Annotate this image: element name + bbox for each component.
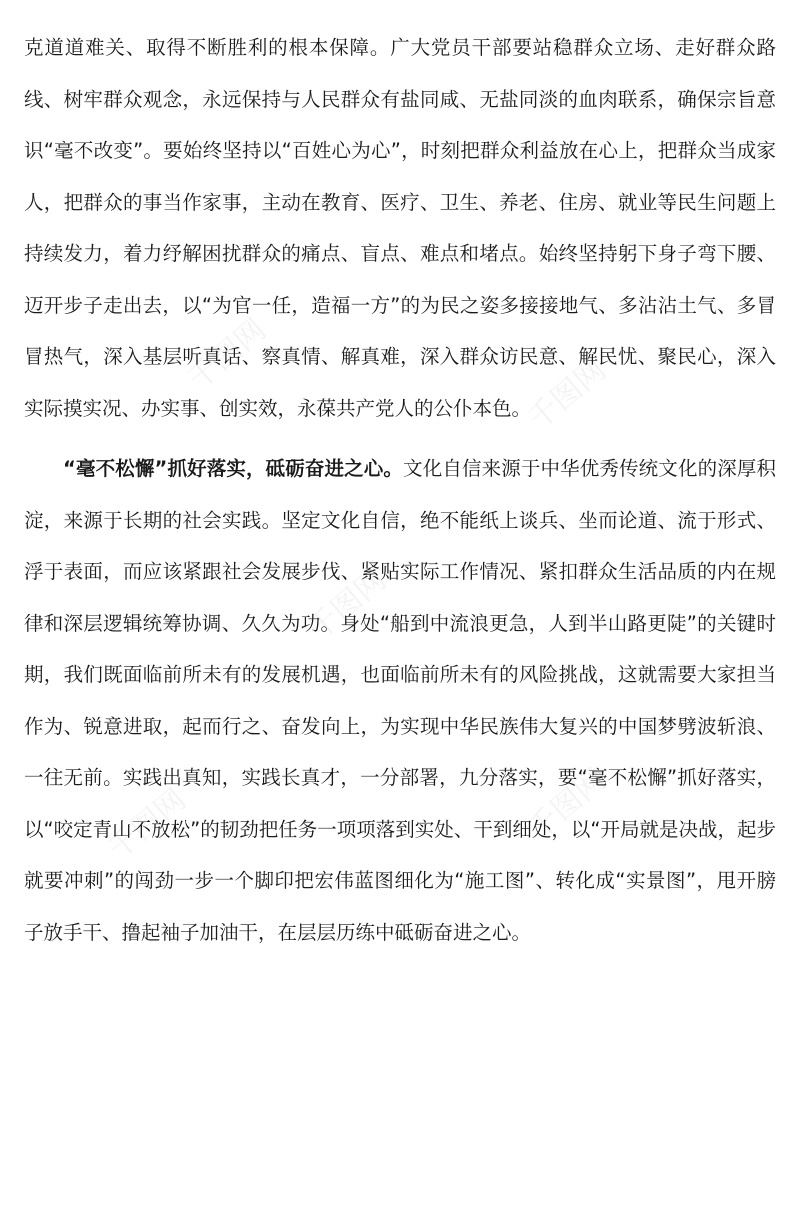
watermark: 千图网	[521, 762, 613, 848]
watermark: 千图网	[181, 312, 273, 398]
watermark: 千图网	[521, 352, 613, 438]
document-body	[24, 22, 776, 958]
watermark: 千图网	[101, 782, 193, 868]
watermark: 千图网	[301, 562, 393, 648]
paragraph-2	[24, 443, 776, 958]
paragraph-2-lead: “毫不松懈”抓好落实，砥砺奋进之心。	[63, 457, 404, 480]
paragraph-2-body: 文化自信来源于中华优秀传统文化的深厚积淀，来源于长期的社会实践。坚定文化自信，绝不能纸上谈兵、坐而论道、流于形式、浮于表面，而应该紧跟社会发展步伐、紧贴实际工作情况、紧扣群众生活品质的内在规律和深层逻辑统筹协调、久久为功。身处“船到中流浪更急，人到半山路更陡”的关键时期，我们既面临前所未有的发展机遇，也面临前所未有的风险挑战，这就需要大家担当作为、锐意进取，起而行之、奋发向上，为实现中华民族伟大复兴的中国梦劈波斩浪、一往无前。实践出真知，实践长真才，一分部署，九分落实，要“毫不松懈”抓好落实，以“咬定青山不放松”的韧劲把任务一项项落到实处、干到细处，以“开局就是决战，起步就要冲刺”的闯劲一步一个脚印把宏伟蓝图细化为“施工图”、转化成“实景图”，甩开膀子放手干、撸起袖子加油干，在层层历练中砥砺奋进之心。	[24, 457, 776, 944]
paragraph-1: 克道道难关、取得不断胜利的根本保障。广大党员干部要站稳群众立场、走好群众路线、树牢群众观念，永远保持与人民群众有盐同咸、无盐同淡的血肉联系，确保宗旨意识“毫不改变”。要始终坚持以“百姓心为心”，时刻把群众利益放在心上，把群众当成家人，把群众的事当作家事，主动在教育、医疗、卫生、养老、住房、就业等民生问题上持续发力，着力纾解困扰群众的痛点、盲点、难点和堵点。始终坚持躬下身子弯下腰、迈开步子走出去，以“为官一任，造福一方”的为民之姿多接接地气、多沾沾土气、多冒冒热气，深入基层听真话、察真情、解真难，深入群众访民意、解民忧、聚民心，深入实际摸实况、办实事、创实效，永葆共产党人的公仆本色。	[24, 36, 776, 420]
